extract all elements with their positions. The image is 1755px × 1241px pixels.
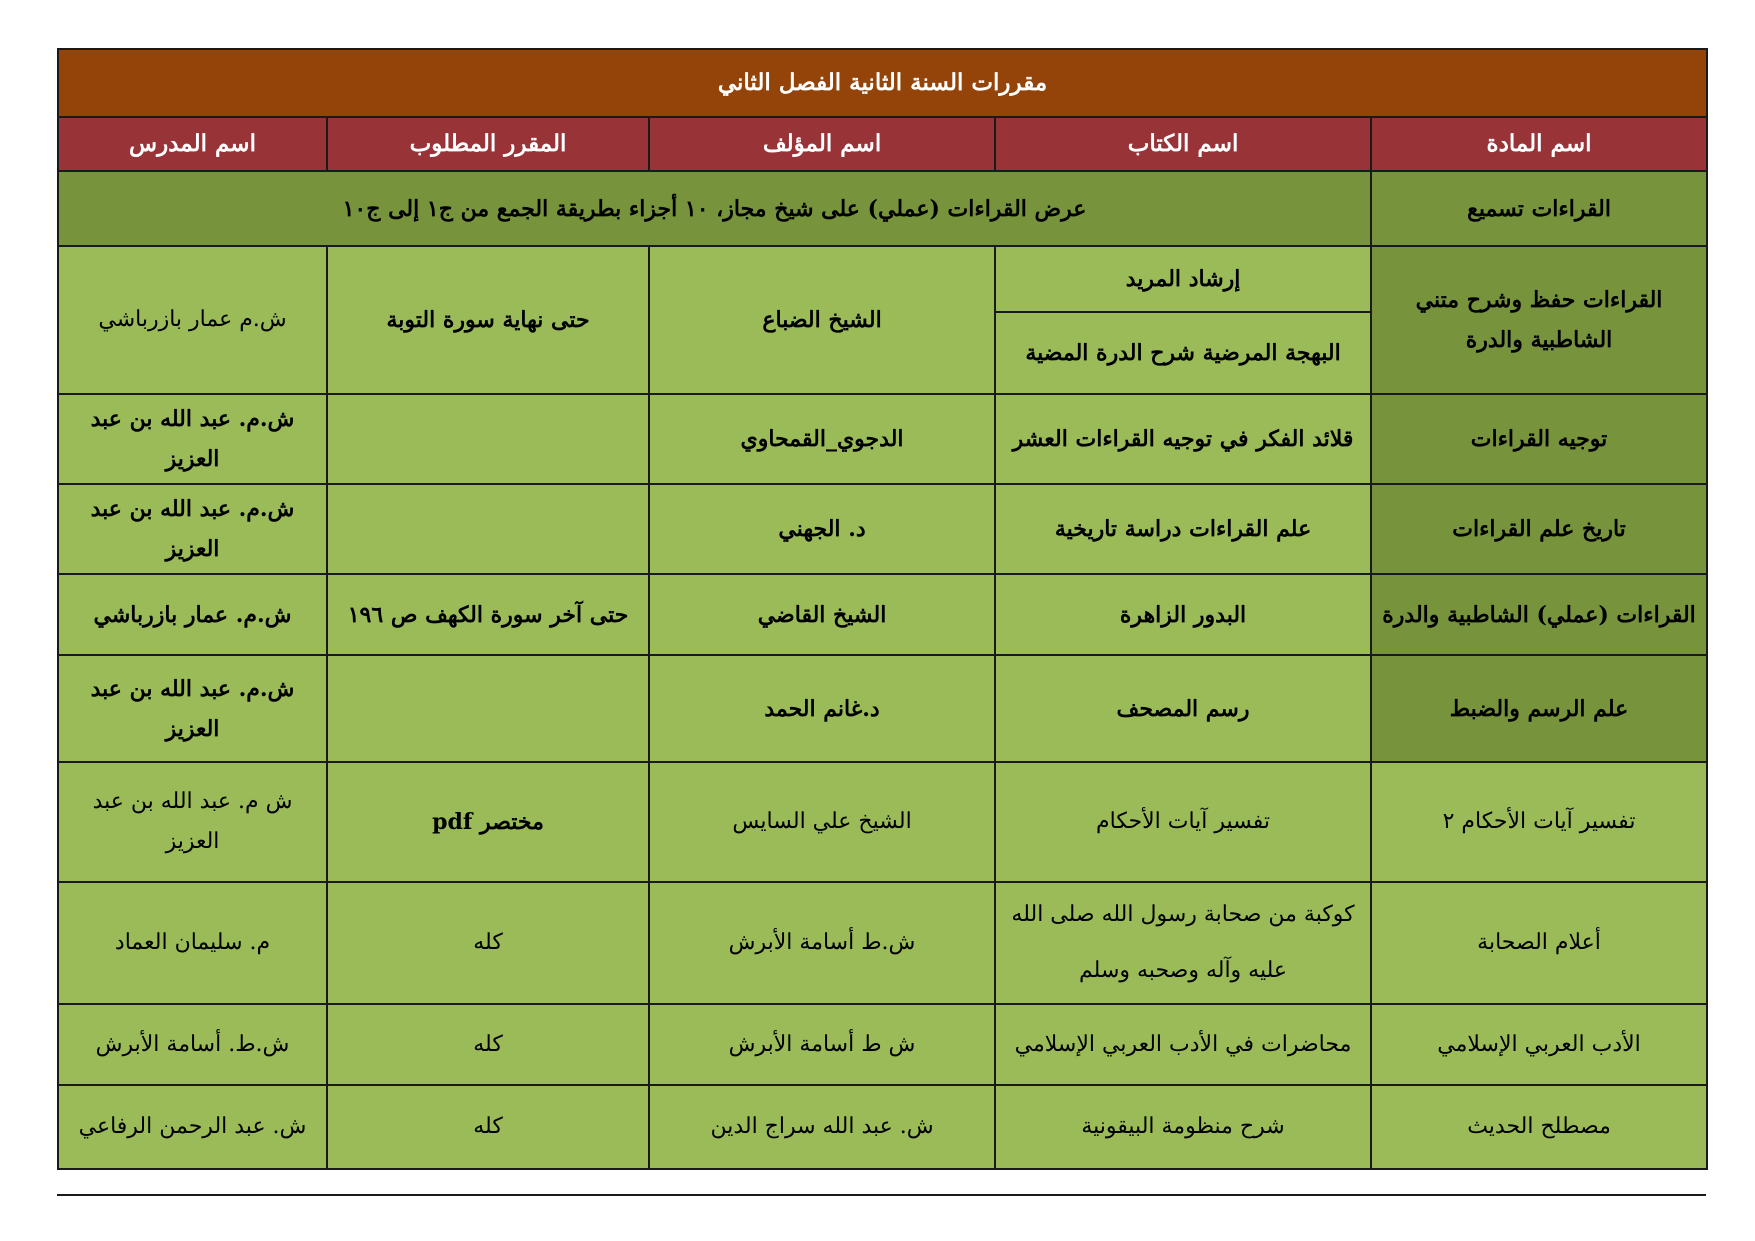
teacher-cell: ش.م عمار بازرباشي bbox=[58, 246, 327, 394]
subject-cell: الأدب العربي الإسلامي bbox=[1371, 1004, 1707, 1085]
table-row bbox=[58, 484, 1707, 574]
teacher-cell: م. سليمان العماد bbox=[58, 882, 327, 1004]
table-row bbox=[58, 1004, 1707, 1085]
book-cell: شرح منظومة البيقونية bbox=[995, 1085, 1371, 1169]
book-cell: إرشاد المريد bbox=[995, 246, 1371, 312]
teacher-cell: ش.م. عمار بازرباشي bbox=[58, 574, 327, 655]
teacher-cell: ش.م. عبد الله بن عبد العزيز bbox=[58, 484, 327, 574]
book-cell: كوكبة من صحابة رسول الله صلى الله عليه وآله وصحبه وسلم bbox=[995, 882, 1371, 1004]
teacher-cell: ش م. عبد الله بن عبد العزيز bbox=[58, 762, 327, 882]
book-cell: محاضرات في الأدب العربي الإسلامي bbox=[995, 1004, 1371, 1085]
table-row bbox=[58, 1085, 1707, 1169]
portion-cell bbox=[327, 394, 649, 484]
author-cell: الشيخ علي السايس bbox=[649, 762, 995, 882]
portion-cell: كله bbox=[327, 882, 649, 1004]
table-row bbox=[58, 762, 1707, 882]
teacher-cell: ش.م. عبد الله بن عبد العزيز bbox=[58, 655, 327, 762]
portion-cell: كله bbox=[327, 1004, 649, 1085]
portion-cell: مختصر pdf bbox=[327, 762, 649, 882]
book-cell: تفسير آيات الأحكام bbox=[995, 762, 1371, 882]
author-cell: د. الجهني bbox=[649, 484, 995, 574]
book-cell: قلائد الفكر في توجيه القراءات العشر bbox=[995, 394, 1371, 484]
author-cell: ش.ط أسامة الأبرش bbox=[649, 882, 995, 1004]
author-cell: د.غانم الحمد bbox=[649, 655, 995, 762]
subject-cell: تفسير آيات الأحكام ٢ bbox=[1371, 762, 1707, 882]
header-teacher: اسم المدرس bbox=[58, 117, 327, 171]
book-cell: البهجة المرضية شرح الدرة المضية bbox=[995, 312, 1371, 394]
table-title: مقررات السنة الثانية الفصل الثاني bbox=[58, 49, 1707, 117]
subject-cell: القراءات حفظ وشرح متني الشاطبية والدرة bbox=[1371, 246, 1707, 394]
merged-description-cell: عرض القراءات (عملي) على شيخ مجاز، ١٠ أجزاء بطريقة الجمع من ج١ إلى ج١٠ bbox=[58, 171, 1371, 246]
title-row bbox=[58, 49, 1707, 117]
book-cell: علم القراءات دراسة تاريخية bbox=[995, 484, 1371, 574]
portion-cell: حتى نهاية سورة التوبة bbox=[327, 246, 649, 394]
subject-cell: مصطلح الحديث bbox=[1371, 1085, 1707, 1169]
author-cell: ش. عبد الله سراج الدين bbox=[649, 1085, 995, 1169]
author-cell: الشيخ الضباع bbox=[649, 246, 995, 394]
table-row bbox=[58, 246, 1707, 312]
teacher-cell: ش.ط. أسامة الأبرش bbox=[58, 1004, 327, 1085]
author-cell: ش ط أسامة الأبرش bbox=[649, 1004, 995, 1085]
subject-cell: أعلام الصحابة bbox=[1371, 882, 1707, 1004]
header-row bbox=[58, 117, 1707, 171]
portion-cell: حتى آخر سورة الكهف ص ١٩٦ bbox=[327, 574, 649, 655]
table-row bbox=[58, 574, 1707, 655]
subject-cell: القراءات (عملي) الشاطبية والدرة bbox=[1371, 574, 1707, 655]
subject-cell: توجيه القراءات bbox=[1371, 394, 1707, 484]
portion-cell: كله bbox=[327, 1085, 649, 1169]
table-row bbox=[58, 394, 1707, 484]
subject-cell: علم الرسم والضبط bbox=[1371, 655, 1707, 762]
author-cell: الشيخ القاضي bbox=[649, 574, 995, 655]
teacher-cell: ش.م. عبد الله بن عبد العزيز bbox=[58, 394, 327, 484]
book-cell: البدور الزاهرة bbox=[995, 574, 1371, 655]
header-book: اسم الكتاب bbox=[995, 117, 1371, 171]
portion-cell bbox=[327, 484, 649, 574]
author-cell: الدجوي_القمحاوي bbox=[649, 394, 995, 484]
table-row bbox=[58, 171, 1707, 246]
subject-cell: القراءات تسميع bbox=[1371, 171, 1707, 246]
book-cell: رسم المصحف bbox=[995, 655, 1371, 762]
table-row bbox=[58, 655, 1707, 762]
header-author: اسم المؤلف bbox=[649, 117, 995, 171]
subject-cell: تاريخ علم القراءات bbox=[1371, 484, 1707, 574]
portion-cell bbox=[327, 655, 649, 762]
teacher-cell: ش. عبد الرحمن الرفاعي bbox=[58, 1085, 327, 1169]
table-row bbox=[58, 882, 1707, 1004]
header-subject: اسم المادة bbox=[1371, 117, 1707, 171]
curriculum-table bbox=[57, 48, 1708, 1170]
footer-divider bbox=[57, 1194, 1706, 1196]
header-portion: المقرر المطلوب bbox=[327, 117, 649, 171]
